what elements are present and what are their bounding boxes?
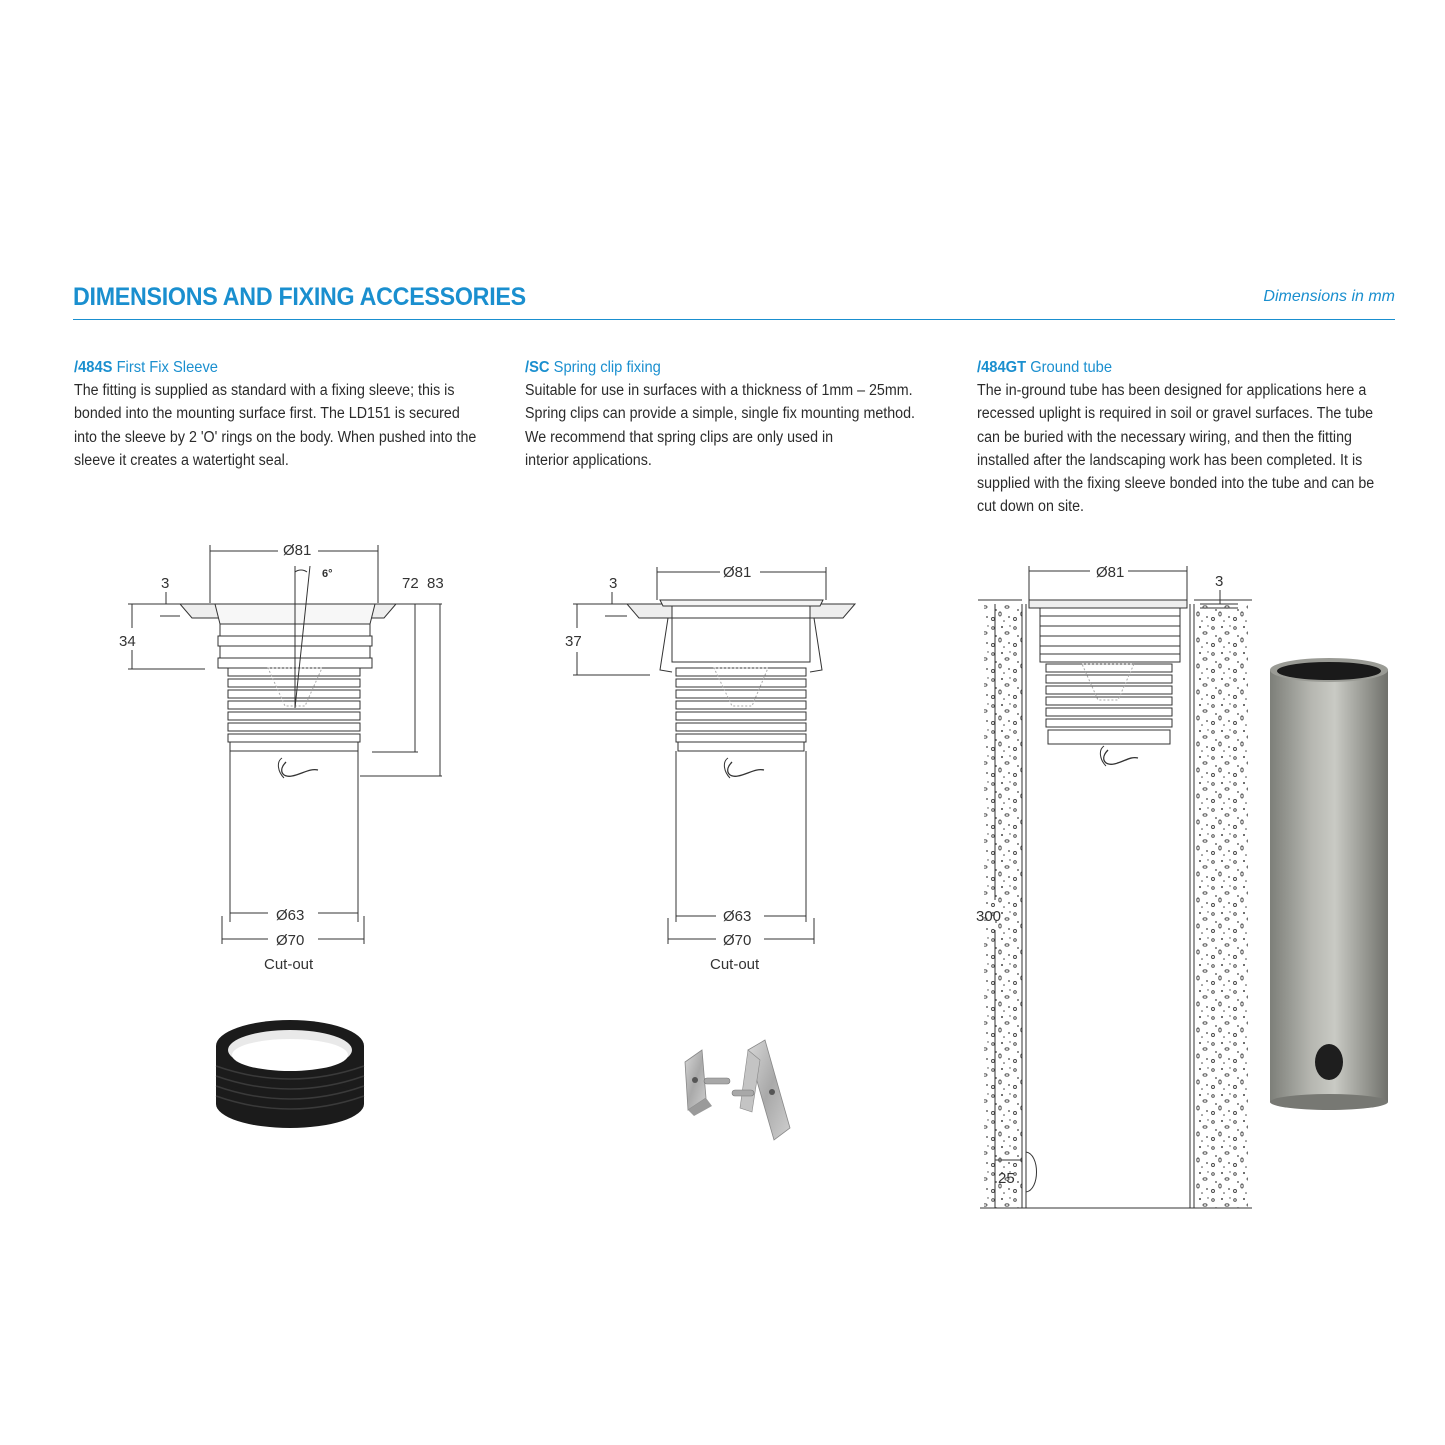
dim-d70: Ø70 <box>276 932 305 949</box>
dim-d81: Ø81 <box>1096 564 1125 581</box>
sleeve-product-image <box>216 1020 364 1128</box>
dim-flange: 3 <box>1215 573 1224 590</box>
spring-clips-product-image <box>685 1040 790 1140</box>
dim-d81: Ø81 <box>283 542 312 559</box>
drawing-first-fix-sleeve <box>128 545 442 944</box>
dim-d63: Ø63 <box>723 908 752 925</box>
drawing-spring-clip <box>573 567 855 944</box>
dim-height: 300 <box>976 908 1002 925</box>
cutout-label: Cut-out <box>264 956 314 973</box>
dim-d81: Ø81 <box>723 564 752 581</box>
drawing-ground-tube <box>978 566 1252 1208</box>
product-code: /SC <box>525 359 550 376</box>
dim-flange: 3 <box>609 575 618 592</box>
section-body: The fitting is supplied as standard with a fixing sleeve; this is bonded into the mounting surface first. The LD151 is secured into the sleeve by 2 'O' rings on the body. When pushed into the sleeve it creates a watertight seal. <box>74 382 477 469</box>
units-note: Dimensions in mm <box>1263 288 1395 305</box>
section-body: The in-ground tube has been designed for applications here a recessed uplight is required in soil or gravel surfaces. The tube can be buried with the necessary wiring, and then the fitting installed after the landscaping work has been completed. It is supplied with the fixing sleeve bonded into the tube and can be cut down on site. <box>977 382 1375 516</box>
dim-25: 25 <box>998 1170 1015 1187</box>
dim-angle: 6° <box>322 568 333 580</box>
dim-d63: Ø63 <box>276 907 305 924</box>
cutout-label: Cut-out <box>710 956 760 973</box>
dim-83: 83 <box>427 575 444 592</box>
dim-d70: Ø70 <box>723 932 752 949</box>
page-title: DIMENSIONS AND FIXING ACCESSORIES <box>73 283 526 311</box>
product-name: Ground tube <box>1030 359 1113 376</box>
dim-72: 72 <box>402 575 419 592</box>
product-name: First Fix Sleeve <box>116 359 218 376</box>
dim-flange: 3 <box>161 575 170 592</box>
ground-tube-product-image <box>1270 658 1388 1110</box>
dim-depth: 37 <box>565 633 582 650</box>
product-code: /484S <box>74 359 113 376</box>
dim-depth: 34 <box>119 633 136 650</box>
product-code: /484GT <box>977 359 1027 376</box>
section-body: Suitable for use in surfaces with a thickness of 1mm – 25mm. Spring clips can provide a simple, single fix mounting method. We recommend that spring clips are only used in interior applications. <box>525 382 915 469</box>
product-name: Spring clip fixing <box>553 359 661 376</box>
